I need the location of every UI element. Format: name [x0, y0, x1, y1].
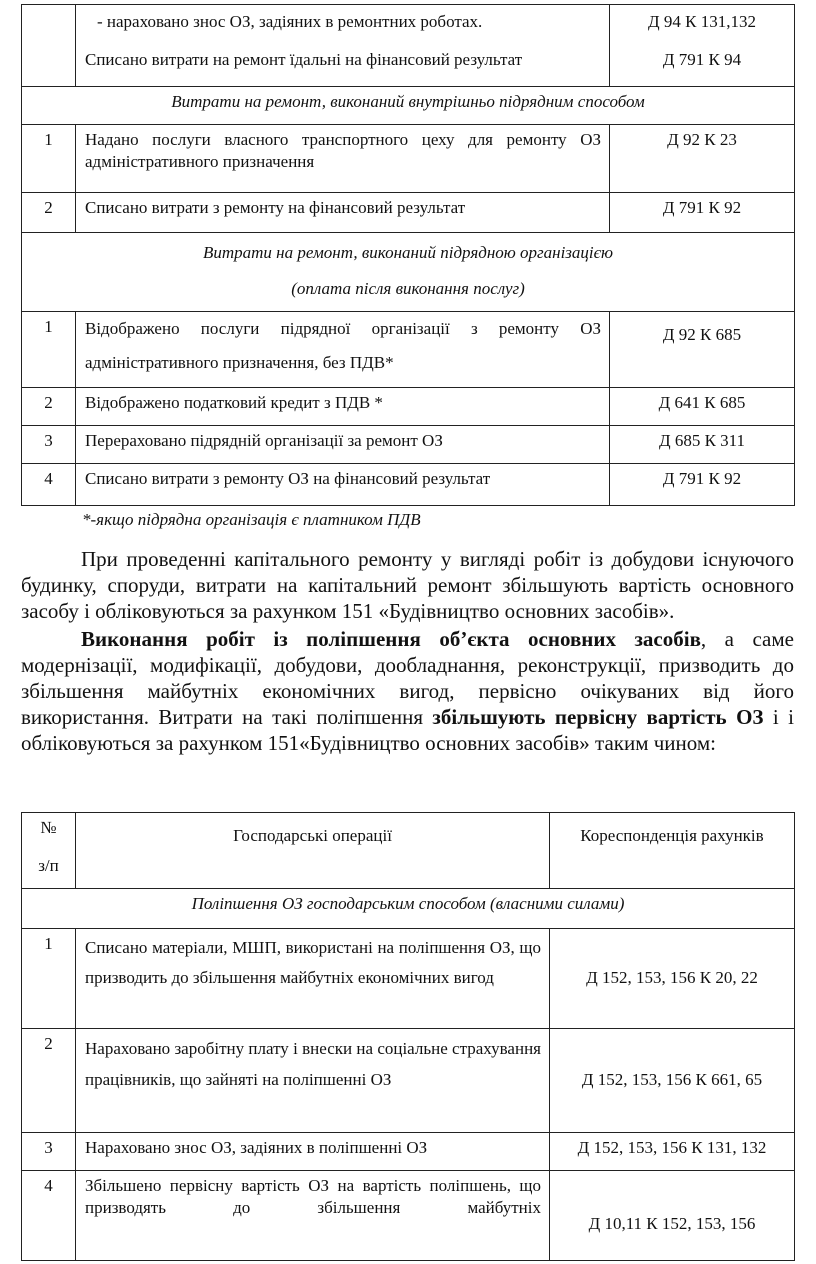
- header-number-line: №: [40, 818, 57, 837]
- table-cell-account: Д 10,11 К 152, 153, 156: [550, 1171, 795, 1261]
- section-heading-line: (оплата після виконання послуг): [291, 279, 525, 298]
- paragraph-text: і і обліковуються за рахунком 151«Будівництво основних засобів» таким чином:: [21, 705, 794, 755]
- paragraph-improvement: [21, 626, 794, 756]
- table-cell-account: [610, 5, 795, 87]
- account-text: Д 791 К 94: [662, 50, 742, 69]
- header-number: [22, 813, 76, 889]
- table-cell-account: Д 92 К 23: [610, 125, 795, 193]
- row-number: 4: [22, 1171, 76, 1261]
- table-cell-account: Д 152, 153, 156 К 20, 22: [550, 929, 795, 1029]
- table-cell-account: Д 685 К 311: [610, 426, 795, 464]
- row-number: 1: [22, 929, 76, 1029]
- table-cell-operation: Надано послуги власного транспортного цеху для ремонту ОЗ адміністративного призначення: [76, 125, 610, 193]
- table-cell-operation: [76, 5, 610, 87]
- table-cell-account: Д 152, 153, 156 К 661, 65: [550, 1029, 795, 1133]
- table-cell-num: [22, 5, 76, 87]
- section-heading-contractor: [22, 233, 795, 312]
- row-number: 1: [22, 312, 76, 388]
- table-cell-operation: Списано витрати з ремонту на фінансовий результат: [76, 193, 610, 233]
- header-number-line: з/п: [38, 856, 59, 875]
- bold-phrase: збільшують первісну вартість ОЗ: [432, 705, 764, 729]
- row-number: 3: [22, 426, 76, 464]
- section-heading-own-forces: Поліпшення ОЗ господарським способом (власними силами): [22, 889, 795, 929]
- body-text: [21, 546, 794, 756]
- paragraph-capital-repair: При проведенні капітального ремонту у вигляді робіт із добудови існуючого будинку, споруди, витрати на капітальний ремонт збільшують вартість основного засобу і обліковуються за рахунком 151 «Будівництво основних засобів».: [21, 547, 794, 623]
- table-cell-operation: Відображено податковий кредит з ПДВ *: [76, 388, 610, 426]
- vat-footnote: *-якщо підрядна організація є платником ПДВ: [82, 510, 421, 529]
- table-cell-operation: Списано витрати з ремонту ОЗ на фінансовий результат: [76, 464, 610, 506]
- table-cell-account: Д 791 К 92: [610, 464, 795, 506]
- row-number: 4: [22, 464, 76, 506]
- table-cell-account: Д 152, 153, 156 К 131, 132: [550, 1133, 795, 1171]
- row-number: 3: [22, 1133, 76, 1171]
- operation-text: - нараховано знос ОЗ, задіяних в ремонтних роботах.: [97, 12, 483, 31]
- row-number: 2: [22, 1029, 76, 1133]
- bold-phrase: Виконання робіт із поліпшення об’єкта основних засобів: [81, 627, 701, 651]
- table-cell-operation: Нараховано знос ОЗ, задіяних в поліпшенні ОЗ: [76, 1133, 550, 1171]
- table-cell-operation: Нараховано заробітну плату і внески на соціальне страхування працівників, що зайняті на поліпшенні ОЗ: [76, 1029, 550, 1133]
- row-number: 2: [22, 193, 76, 233]
- table-cell-operation: Відображено послуги підрядної організації з ремонту ОЗ адміністративного призначення, без ПДВ*: [76, 312, 610, 388]
- repair-entries-table: [21, 4, 795, 506]
- improvement-entries-table: [21, 812, 795, 1261]
- section-heading-line: Витрати на ремонт, виконаний підрядною організацією: [202, 243, 614, 262]
- header-accounts: Кореспонденція рахунків: [550, 813, 795, 889]
- table-cell-account: Д 92 К 685: [610, 312, 795, 388]
- table-cell-account: Д 641 К 685: [610, 388, 795, 426]
- table-cell-operation: Списано матеріали, МШП, використані на поліпшення ОЗ, що призводить до збільшення майбутніх економічних вигод: [76, 929, 550, 1029]
- table-cell-account: Д 791 К 92: [610, 193, 795, 233]
- table-cell-operation: Збільшено первісну вартість ОЗ на вартість поліпшень, що призводять до збільшення майбутніх: [76, 1171, 550, 1261]
- row-number: 1: [22, 125, 76, 193]
- section-heading-internal: Витрати на ремонт, виконаний внутрішньо підрядним способом: [22, 87, 795, 125]
- table-cell-operation: Перераховано підрядній організації за ремонт ОЗ: [76, 426, 610, 464]
- paragraph-text: , а саме модернізації, модифікації, добудови, дообладнання, реконструкції, призводить до збільшення майбутніх економічних вигод, первісно очікуваних від його використання. Витрати на такі поліпшення: [21, 627, 794, 729]
- account-text: Д 94 К 131,132: [648, 12, 756, 31]
- header-operations: Господарські операції: [76, 813, 550, 889]
- row-number: 2: [22, 388, 76, 426]
- operation-text: Списано витрати на ремонт їдальні на фінансовий результат: [85, 50, 523, 69]
